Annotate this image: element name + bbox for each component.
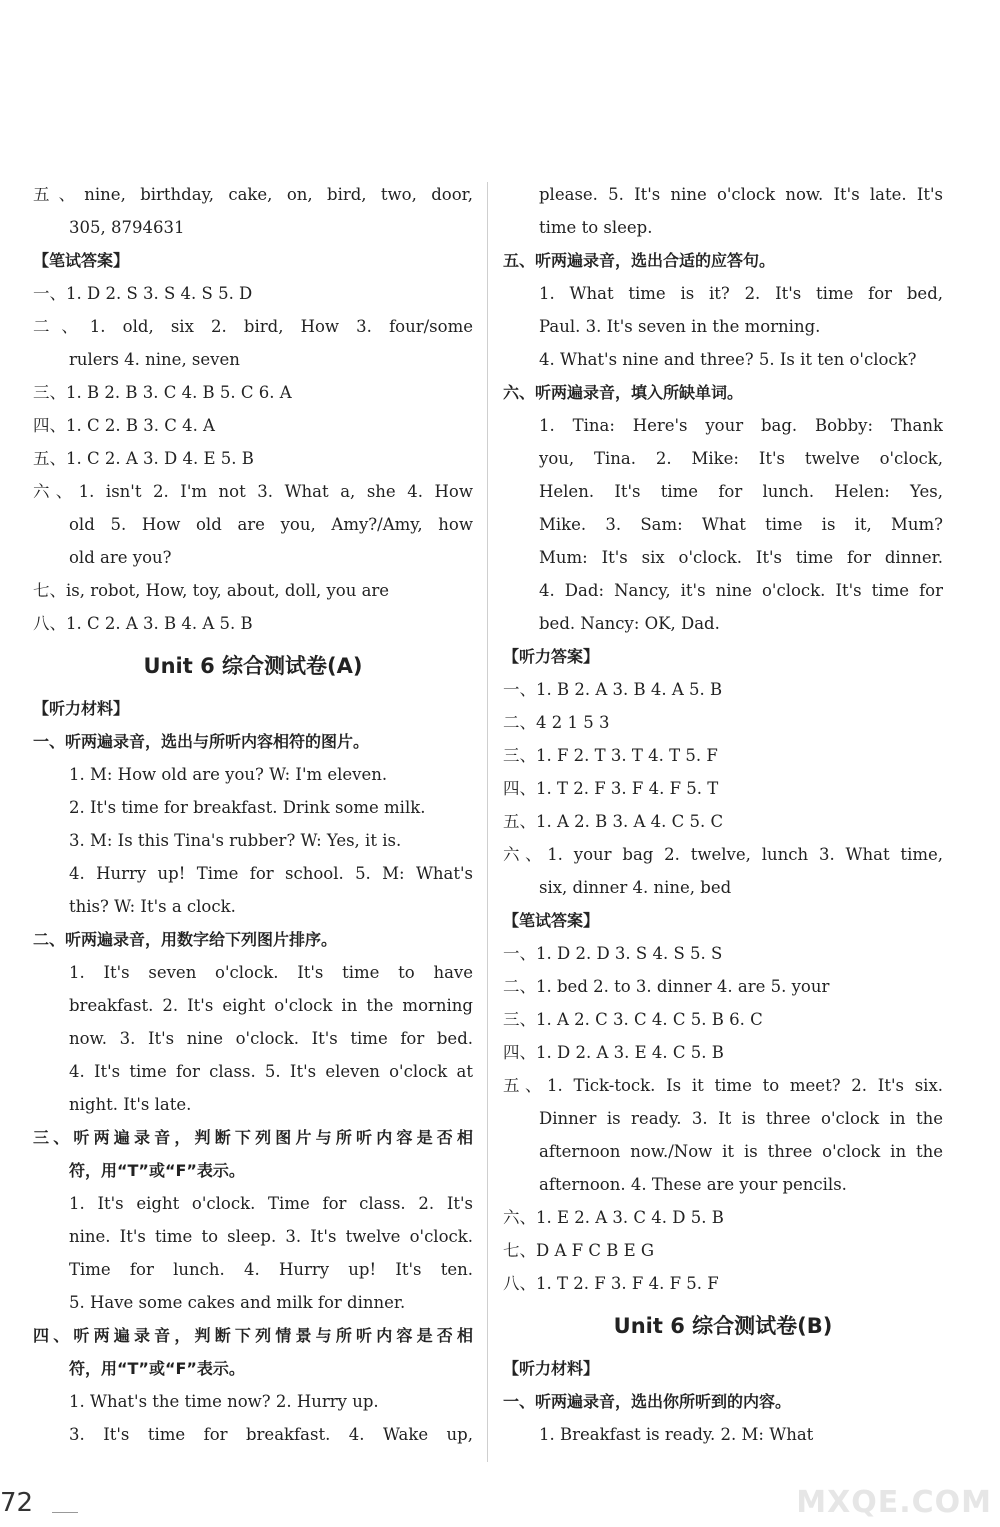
- text-line: Mike. 3. Sam: What time is it, Mum?: [539, 515, 943, 534]
- text-line: 七、is, robot, How, toy, about, doll, you are: [33, 581, 390, 600]
- text-line: 三、1. A 2. C 3. C 4. C 5. B 6. C: [503, 1010, 763, 1029]
- text-line: bed. Nancy: OK, Dad.: [539, 614, 720, 633]
- text-line: old are you?: [69, 548, 172, 567]
- left-column: [33, 178, 473, 1451]
- text-line: 1. It's eight o'clock. Time for class. 2. It's: [69, 1194, 473, 1213]
- text-line: Dinner is ready. 3. It is three o'clock in the: [539, 1109, 943, 1128]
- text-line: 1. Tina: Here's your bag. Bobby: Thank: [539, 416, 943, 435]
- text-line: 1. It's seven o'clock. It's time to have: [69, 963, 473, 982]
- text-line: 3. It's time for breakfast. 4. Wake up,: [69, 1425, 473, 1444]
- text-line: 二、1. old, six 2. bird, How 3. four/some: [33, 317, 473, 336]
- text-line: please. 5. It's nine o'clock now. It's late. It's: [539, 185, 943, 204]
- text-line: 六、1. E 2. A 3. C 4. D 5. B: [503, 1208, 724, 1227]
- text-line: Mum: It's six o'clock. It's time for dinner.: [539, 548, 943, 567]
- text-line: 【笔试答案】: [503, 911, 600, 930]
- text-line: 八、1. C 2. A 3. B 4. A 5. B: [33, 614, 253, 633]
- text-line: 三、1. F 2. T 3. T 4. T 5. F: [503, 746, 718, 765]
- page-number: 72: [0, 1488, 34, 1518]
- text-line: 4. What's nine and three? 5. Is it ten o'clock?: [539, 350, 917, 369]
- text-line: 八、1. T 2. F 3. F 4. F 5. F: [503, 1274, 719, 1293]
- text-line: 二、4 2 1 5 3: [503, 713, 610, 732]
- text-line: 一、1. D 2. D 3. S 4. S 5. S: [503, 944, 723, 963]
- text-line: 五、1. C 2. A 3. D 4. E 5. B: [33, 449, 254, 468]
- text-line: old 5. How old are you, Amy?/Amy, how: [69, 515, 473, 534]
- text-line: Helen. It's time for lunch. Helen: Yes,: [539, 482, 943, 501]
- text-line: 三、听两遍录音，判断下列图片与所听内容是否相: [33, 1128, 473, 1147]
- text-line: 五、nine, birthday, cake, on, bird, two, door,: [33, 185, 473, 204]
- text-line: 一、听两遍录音，选出你所听到的内容。: [503, 1392, 792, 1411]
- text-line: 一、1. D 2. S 3. S 4. S 5. D: [33, 284, 253, 303]
- text-line: 一、1. B 2. A 3. B 4. A 5. B: [503, 680, 723, 699]
- text-line: this? W: It's a clock.: [69, 897, 236, 916]
- watermark-text: MXQE.COM: [796, 1485, 992, 1520]
- text-line: 二、听两遍录音，用数字给下列图片排序。: [33, 930, 338, 949]
- text-line: 三、1. B 2. B 3. C 4. B 5. C 6. A: [33, 383, 292, 402]
- text-line: 六、1. isn't 2. I'm not 3. What a, she 4. How: [33, 482, 473, 501]
- text-line: 【听力材料】: [33, 699, 130, 718]
- text-line: 五、听两遍录音，选出合适的应答句。: [503, 251, 776, 270]
- text-line: nine. It's time to sleep. 3. It's twelve o'clock.: [69, 1227, 473, 1246]
- text-line: 六、听两遍录音，填入所缺单词。: [503, 383, 744, 402]
- text-line: 1. Breakfast is ready. 2. M: What: [539, 1425, 814, 1444]
- text-line: 4. Hurry up! Time for school. 5. M: What's: [69, 864, 473, 883]
- text-line: 【听力答案】: [503, 647, 600, 666]
- text-line: 4. Dad: Nancy, it's nine o'clock. It's time for: [539, 581, 943, 600]
- text-line: rulers 4. nine, seven: [69, 350, 240, 369]
- text-line: 4. It's time for class. 5. It's eleven o'clock at: [69, 1062, 473, 1081]
- text-line: Time for lunch. 4. Hurry up! It's ten.: [69, 1260, 473, 1279]
- text-line: night. It's late.: [69, 1095, 192, 1114]
- text-line: 五、1. Tick-tock. Is it time to meet? 2. It's six.: [503, 1076, 943, 1095]
- text-line: 1. What's the time now? 2. Hurry up.: [69, 1392, 379, 1411]
- text-line: Paul. 3. It's seven in the morning.: [539, 317, 821, 336]
- text-line: 符，用“T”或“F”表示。: [69, 1359, 245, 1378]
- text-line: 四、1. T 2. F 3. F 4. F 5. T: [503, 779, 719, 798]
- text-line: 二、1. bed 2. to 3. dinner 4. are 5. your: [503, 977, 830, 996]
- text-line: 四、1. D 2. A 3. E 4. C 5. B: [503, 1043, 724, 1062]
- column-divider: [487, 182, 488, 1462]
- text-line: 四、1. C 2. B 3. C 4. A: [33, 416, 215, 435]
- text-line: 四、听两遍录音，判断下列情景与所听内容是否相: [33, 1326, 473, 1345]
- text-line: breakfast. 2. It's eight o'clock in the morning: [69, 996, 473, 1015]
- text-line: 【笔试答案】: [33, 251, 130, 270]
- text-line: 1. M: How old are you? W: I'm eleven.: [69, 765, 388, 784]
- text-line: afternoon. 4. These are your pencils.: [539, 1175, 847, 1194]
- text-line: 3. M: Is this Tina's rubber? W: Yes, it is.: [69, 831, 402, 850]
- text-line: afternoon now./Now it is three o'clock in the: [539, 1142, 943, 1161]
- text-line: 六、1. your bag 2. twelve, lunch 3. What time,: [503, 845, 943, 864]
- right-column: [503, 178, 943, 1451]
- watermark-logo: [796, 1440, 992, 1520]
- text-line: six, dinner 4. nine, bed: [539, 878, 732, 897]
- page-number-rule: [52, 1512, 78, 1513]
- text-line: 305, 8794631: [69, 218, 185, 237]
- text-line: 符，用“T”或“F”表示。: [69, 1161, 245, 1180]
- section-heading: Unit 6 综合测试卷(B): [613, 1314, 833, 1338]
- text-line: 五、1. A 2. B 3. A 4. C 5. C: [503, 812, 724, 831]
- text-line: time to sleep.: [539, 218, 653, 237]
- section-heading: Unit 6 综合测试卷(A): [143, 654, 363, 678]
- text-line: 一、听两遍录音，选出与所听内容相符的图片。: [33, 732, 370, 751]
- text-line: you, Tina. 2. Mike: It's twelve o'clock,: [539, 449, 943, 468]
- text-line: 【听力材料】: [503, 1359, 600, 1378]
- text-line: 1. What time is it? 2. It's time for bed,: [539, 284, 943, 303]
- text-line: now. 3. It's nine o'clock. It's time for bed.: [69, 1029, 473, 1048]
- text-line: 七、D A F C B E G: [503, 1241, 655, 1260]
- text-line: 5. Have some cakes and milk for dinner.: [69, 1293, 406, 1312]
- text-line: 2. It's time for breakfast. Drink some milk.: [69, 798, 426, 817]
